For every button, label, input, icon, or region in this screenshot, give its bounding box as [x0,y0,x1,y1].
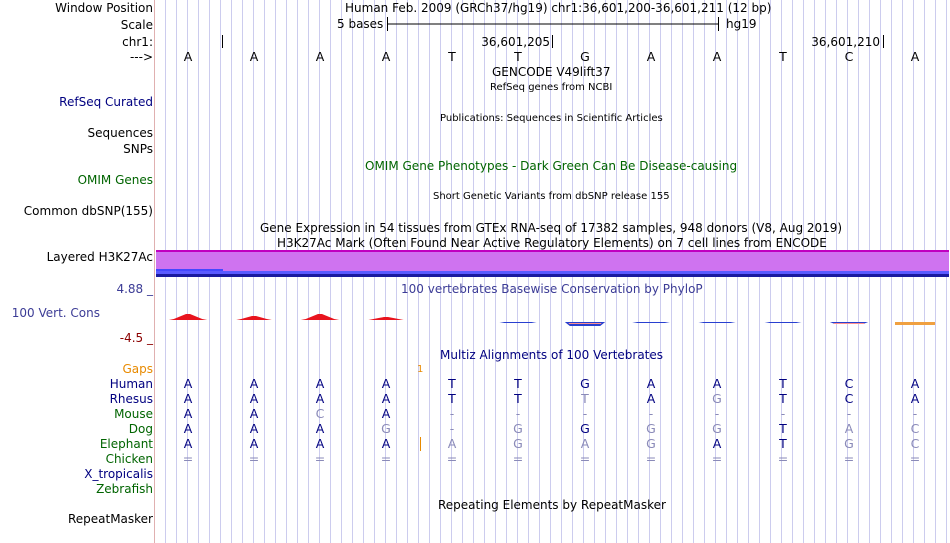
conservation-trough-detail [834,323,864,324]
h3k27ac-track-title[interactable]: H3K27Ac Mark (Often Found Near Active Regulatory Elements) on 7 cell lines from ENCODE [277,236,827,250]
alignment-base: G [646,436,656,451]
alignment-base: G [712,421,722,436]
alignment-base: T [779,421,787,436]
alignment-base: A [381,436,391,451]
strand-arrow: ---> [129,50,153,64]
common-dbsnp-label[interactable]: Common dbSNP(155) [23,204,153,218]
alignment-base: T [779,391,787,406]
publications-track-title[interactable]: Publications: Sequences in Scientific Articles [440,113,663,124]
snps-label[interactable]: SNPs [123,142,153,156]
alignment-base: A [712,436,722,451]
alignment-base: A [910,391,920,406]
conservation-trough [765,322,802,323]
species-label[interactable]: Dog [128,422,153,436]
position-info: Human Feb. 2009 (GRCh37/hg19) chr1:36,601,200-36,601,211 (12 bp) [345,1,772,15]
sequence-base: T [779,49,787,64]
conservation-trough-detail [569,323,601,324]
alignment-base: A [315,391,325,406]
alignment-base: = [314,451,326,466]
phylop-min-label: -4.5 _ [119,331,153,345]
alignment-base: = [248,451,260,466]
ruler-coord-1: 36,601,205 [481,35,550,49]
alignment-base: - [449,406,455,421]
alignment-base: - [912,406,918,421]
alignment-base: - [846,406,852,421]
alignment-base: G [646,421,656,436]
alignment-base: G [513,421,523,436]
vert-cons-label[interactable]: 100 Vert. Cons [11,306,100,320]
scale-label: Scale [120,18,153,32]
alignment-base: A [249,376,259,391]
alignment-base: G [580,376,590,391]
gencode-track-title[interactable]: GENCODE V49lift37 [492,65,611,79]
alignment-base: A [381,391,391,406]
alignment-base: = [711,451,723,466]
conservation-peak [169,314,207,320]
alignment-base: T [448,376,456,391]
alignment-base: A [910,376,920,391]
alignment-base: A [249,406,259,421]
scale-assembly-text: hg19 [726,17,757,31]
species-label[interactable]: Chicken [105,452,153,466]
alignment-base: A [646,391,656,406]
alignment-base: A [447,436,457,451]
chrom-label: chr1: [122,35,153,49]
phylop-max-label: 4.88 _ [116,282,153,296]
alignment-base: G [513,436,523,451]
conservation-trough [698,322,735,323]
alignment-base: C [844,391,854,406]
conservation-peak [368,317,403,320]
alignment-base: A [183,376,193,391]
alignment-base: = [380,451,392,466]
repeatmasker-track-title[interactable]: Repeating Elements by RepeatMasker [438,498,666,512]
species-label[interactable]: Human [109,377,153,391]
alignment-base: C [844,376,854,391]
species-label[interactable]: Mouse [114,407,153,421]
alignment-base: A [249,436,259,451]
alignment-base: = [843,451,855,466]
sequence-base: A [183,49,193,64]
multiz-track-title[interactable]: Multiz Alignments of 100 Vertebrates [440,348,664,362]
alignment-base: = [645,451,657,466]
alignment-base: A [183,436,193,451]
conservation-peak [236,316,272,320]
alignment-base: T [514,391,522,406]
refseq-curated-label[interactable]: RefSeq Curated [59,95,153,109]
alignment-base: A [315,421,325,436]
conservation-trough-orange [895,322,935,325]
alignment-base: A [183,421,193,436]
alignment-base: = [579,451,591,466]
alignment-base: - [648,406,654,421]
species-label[interactable]: Rhesus [109,392,153,406]
alignment-base: C [910,436,920,451]
species-label[interactable]: Zebrafish [96,482,153,496]
gaps-count: 1 [417,364,424,375]
ruler-coord-2: 36,601,210 [811,35,880,49]
alignment-base: T [581,391,589,406]
alignment-base: A [844,421,854,436]
sequence-base: C [844,49,854,64]
alignment-base: C [315,406,325,421]
sequence-base: A [646,49,656,64]
omim-genes-label[interactable]: OMIM Genes [77,173,153,187]
alignment-base: T [779,376,787,391]
species-label[interactable]: X_tropicalis [84,467,153,481]
alignment-base: A [381,406,391,421]
sequences-label[interactable]: Sequences [87,126,153,140]
sequence-base: A [712,49,722,64]
conservation-peak [301,314,339,320]
alignment-base: A [249,421,259,436]
sequence-base: A [381,49,391,64]
alignment-base: - [582,406,588,421]
alignment-base: G [844,436,854,451]
alignment-base: G [381,421,391,436]
sequence-base: A [249,49,259,64]
species-label[interactable]: Elephant [99,437,153,451]
alignment-base: T [779,436,787,451]
sequence-base: A [910,49,920,64]
alignment-base: A [249,391,259,406]
repeatmasker-label[interactable]: RepeatMasker [67,512,153,526]
sequence-base: T [514,49,522,64]
sequence-base: T [448,49,456,64]
sequence-base: G [580,49,590,64]
conservation-trough [499,322,536,323]
h3k27ac-band-left [156,269,223,271]
sequence-base: A [315,49,325,64]
alignment-base: A [381,376,391,391]
alignment-base: A [315,436,325,451]
alignment-base: G [580,421,590,436]
conservation-trough [632,322,670,323]
alignment-base: T [448,391,456,406]
alignment-base: A [315,376,325,391]
alignment-base: - [515,406,521,421]
alignment-base: A [183,391,193,406]
h3k27ac-signal-top [156,250,949,252]
h3k27ac-band [156,271,949,274]
alignment-base: C [910,421,920,436]
alignment-base: T [514,376,522,391]
layered-h3k27ac-label[interactable]: Layered H3K27Ac [46,250,153,264]
h3k27ac-signal-fill [156,250,949,271]
dbsnp-track-title[interactable]: Short Genetic Variants from dbSNP release 155 [433,191,670,202]
h3k27ac-band-dark [156,274,949,277]
alignment-base: G [712,391,722,406]
alignment-base: A [712,376,722,391]
alignment-base: = [777,451,789,466]
gaps-label: Gaps [122,362,153,376]
alignment-base: = [512,451,524,466]
alignment-base: - [449,421,455,436]
window-position-label: Window Position [55,1,153,15]
alignment-base: = [182,451,194,466]
refseq-subtitle[interactable]: RefSeq genes from NCBI [490,82,613,93]
alignment-base: - [714,406,720,421]
alignment-base: = [446,451,458,466]
phylop-track-title[interactable]: 100 vertebrates Basewise Conservation by PhyloP [401,282,703,296]
scale-bases-text: 5 bases [337,17,384,31]
alignment-base: A [580,436,590,451]
gtex-track-title[interactable]: Gene Expression in 54 tissues from GTEx RNA-seq of 17382 samples, 948 donors (V8, Aug 2019) [260,221,843,235]
alignment-base: A [646,376,656,391]
omim-track-title[interactable]: OMIM Gene Phenotypes - Dark Green Can Be Disease-causing [365,159,738,173]
alignment-base: - [780,406,786,421]
alignment-base: = [909,451,921,466]
alignment-base: A [183,406,193,421]
